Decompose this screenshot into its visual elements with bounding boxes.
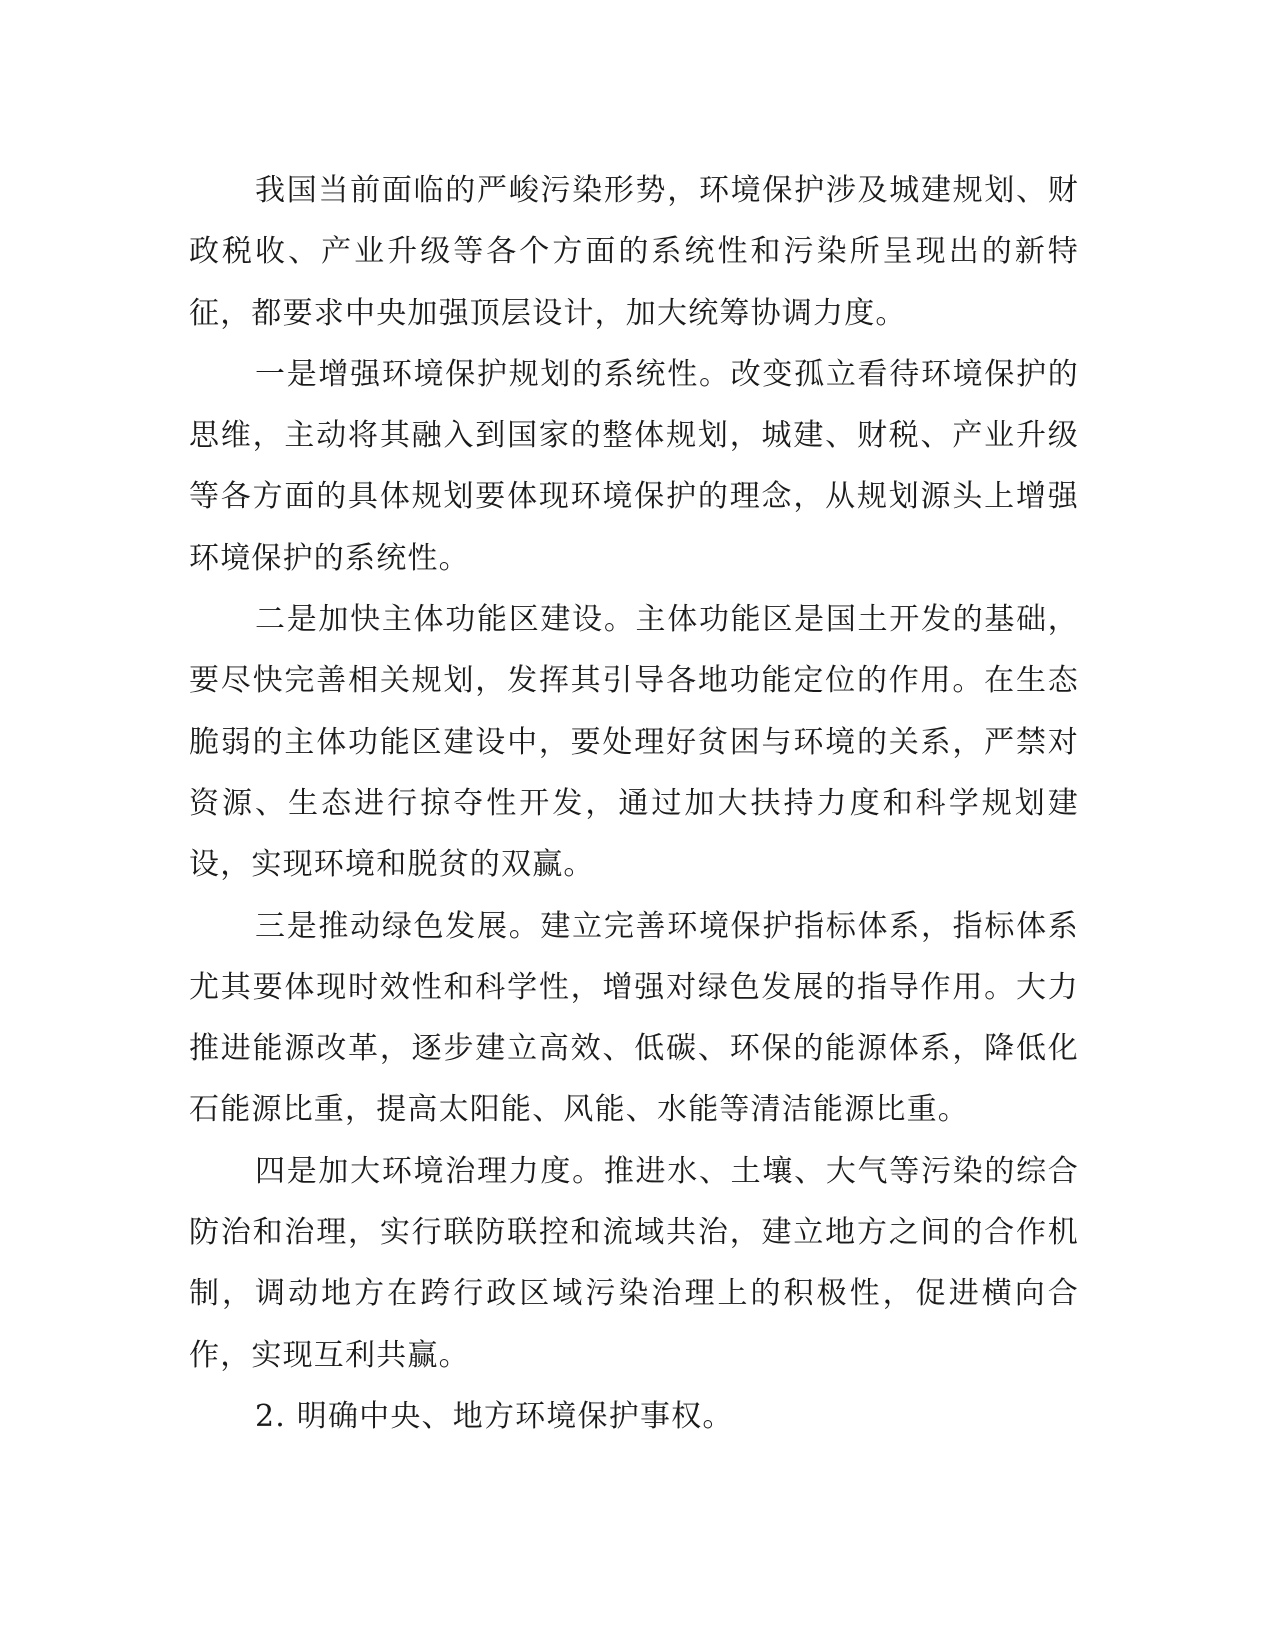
paragraph-point-four: 四是加大环境治理力度。推进水、土壤、大气等污染的综合防治和治理，实行联防联控和流域共治，建立地方之间的合作机制，调动地方在跨行政区域污染治理上的积极性，促进横向合作，实现互利共赢。 [189, 1153, 1079, 1373]
document-body [189, 160, 1079, 1447]
paragraph-point-three: 三是推动绿色发展。建立完善环境保护指标体系，指标体系尤其要体现时效性和科学性，增强对绿色发展的指导作用。大力推进能源改革，逐步建立高效、低碳、环保的能源体系，降低化石能源比重，提高太阳能、风能、水能等清洁能源比重。 [189, 908, 1079, 1128]
paragraph-point-one: 一是增强环境保护规划的系统性。改变孤立看待环境保护的思维，主动将其融入到国家的整体规划，城建、财税、产业升级等各方面的具体规划要体现环境保护的理念，从规划源头上增强环境保护的系统性。 [189, 356, 1079, 576]
paragraph-point-two: 二是加快主体功能区建设。主体功能区是国土开发的基础，要尽快完善相关规划，发挥其引导各地功能定位的作用。在生态脆弱的主体功能区建设中，要处理好贫困与环境的关系，严禁对资源、生态进行掠夺性开发，通过加大扶持力度和科学规划建设，实现环境和脱贫的双赢。 [189, 602, 1079, 883]
section-heading-2: 2. 明确中央、地方环境保护事权。 [255, 1398, 734, 1434]
paragraph-intro: 我国当前面临的严峻污染形势，环境保护涉及城建规划、财政税收、产业升级等各个方面的系统性和污染所呈现出的新特征，都要求中央加强顶层设计，加大统筹协调力度。 [189, 173, 1079, 331]
